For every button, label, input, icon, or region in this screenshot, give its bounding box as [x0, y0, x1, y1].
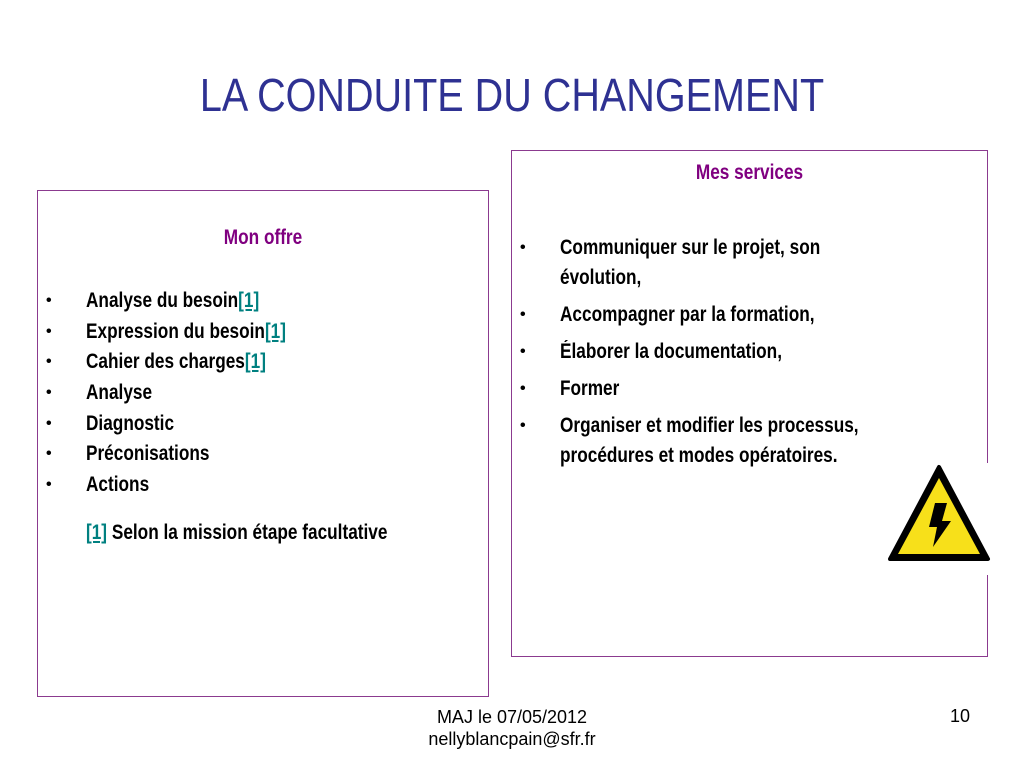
footnote-link[interactable]: [1]: [244, 350, 266, 374]
footnote-text: Selon la mission étape facultative: [107, 521, 388, 544]
list-item-text: Organiser et modifier les processus, procédures et modes opératoires.: [560, 414, 859, 467]
bullet-icon: •: [46, 445, 52, 463]
mes-services-heading: Mes services: [695, 161, 804, 184]
list-item: [520, 411, 980, 471]
bullet-icon: •: [520, 239, 526, 256]
list-item-text: Cahier des charges: [86, 350, 245, 374]
list-item-text: Préconisations: [86, 442, 210, 466]
page-number: 10: [949, 706, 970, 726]
list-item: [46, 347, 476, 378]
bullet-icon: •: [46, 322, 52, 340]
mon-offre-box: [37, 190, 489, 697]
bullet-icon: •: [46, 384, 52, 402]
bullet-icon: •: [46, 414, 52, 432]
list-item-text: Former: [560, 377, 620, 400]
list-item-text: Actions: [86, 473, 150, 497]
list-item-text: Expression du besoin: [86, 319, 265, 343]
list-item: [46, 409, 476, 440]
high-voltage-warning-icon: [887, 463, 991, 575]
footer: [0, 706, 1024, 750]
list-item-text: Élaborer la documentation,: [560, 340, 782, 363]
bullet-icon: •: [520, 417, 526, 434]
mon-offre-heading: Mon offre: [223, 226, 303, 249]
list-item: [46, 317, 476, 348]
list-item: [46, 439, 476, 470]
list-item-text: Analyse: [86, 381, 153, 405]
bullet-icon: •: [520, 343, 526, 360]
bullet-icon: •: [46, 292, 52, 309]
footnote-link[interactable]: [1]: [86, 521, 108, 544]
mes-services-box: [511, 150, 988, 657]
list-item: [46, 470, 476, 501]
footnote-link[interactable]: [1]: [264, 319, 286, 343]
slide-title: LA CONDUITE DU CHANGEMENT: [199, 69, 825, 121]
list-item-text: Communiquer sur le projet, son évolution,: [560, 236, 821, 289]
footer-date: MAJ le 07/05/2012: [436, 707, 588, 727]
footnote: [86, 521, 387, 545]
list-item: [520, 374, 980, 404]
footer-email: nellyblancpain@sfr.fr: [428, 729, 596, 749]
footnote-link[interactable]: [1]: [238, 289, 260, 312]
list-item: [520, 337, 980, 367]
list-item: [46, 378, 476, 409]
mes-services-list: [520, 233, 980, 478]
list-item: [46, 286, 476, 317]
bullet-icon: •: [46, 353, 52, 371]
list-item: [520, 300, 980, 330]
mon-offre-list: [46, 286, 476, 501]
list-item: [520, 233, 980, 293]
list-item-text: Analyse du besoin: [86, 289, 239, 312]
bullet-icon: •: [46, 476, 52, 494]
list-item-text: Diagnostic: [86, 411, 175, 435]
bullet-icon: •: [520, 380, 526, 397]
list-item-text: Accompagner par la formation,: [560, 303, 815, 326]
bullet-icon: •: [520, 306, 526, 323]
